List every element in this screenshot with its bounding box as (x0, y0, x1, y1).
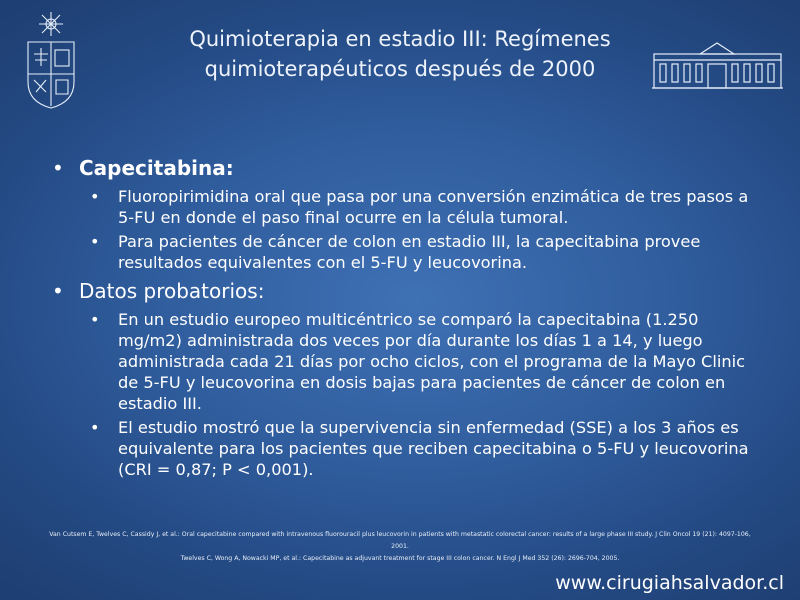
sub-bullet (52, 231, 762, 273)
reference-item: Van Cutsem E, Twelves C, Cassidy J, et al.: Oral capecitabine compared with intravenous fluorouracil plus leucovorin in patients with metastatic colorectal cancer: results of a large phase III study. J Clin Oncol 19 (21): 4097-106, 2001. (49, 531, 751, 550)
references (40, 529, 760, 565)
slide-title-line-1: Quimioterapia en estadio III: Regímenes (189, 27, 611, 51)
slide-title (150, 24, 650, 84)
sub-bullet-text: En un estudio europeo multicéntrico se comparó la capecitabina (1.250 mg/m2) administrada dos veces por día durante los días 1 a 14, y luego administrada cada 21 días por ocho ciclos, con el programa de la Mayo Clinic de 5-FU y leucovorina en dosis bajas para pacientes de cáncer de colon en estadio III. (118, 310, 745, 413)
bullet-heading: Datos probatorios: (79, 279, 265, 303)
bullet-capecitabina (52, 156, 762, 180)
sub-bullet (52, 309, 762, 414)
hospital-building-logo (650, 40, 785, 92)
sub-bullet (52, 417, 762, 480)
sub-bullet-dot: • (90, 310, 100, 329)
sub-bullet-dot: • (90, 232, 100, 251)
sub-bullet-text: El estudio mostró que la supervivencia sin enfermedad (SSE) a los 3 años es equivalente para los pacientes que reciben capecitabina o 5-FU y leucovorina (CRI = 0,87; P < 0,001). (118, 418, 749, 479)
university-crest-logo (20, 10, 82, 110)
slide-title-line-2: quimioterapéuticos después de 2000 (204, 57, 596, 81)
bullet-dot: • (52, 156, 64, 180)
sub-bullet-text: Para pacientes de cáncer de colon en estadio III, la capecitabina provee resultados equivalentes con el 5-FU y leucovorina. (118, 232, 701, 272)
bullet-datos-probatorios (52, 279, 762, 303)
sub-bullet-text: Fluoropirimidina oral que pasa por una conversión enzimática de tres pasos a 5-FU en donde el paso final ocurre en la célula tumoral. (118, 187, 749, 227)
sub-bullet-dot: • (90, 418, 100, 437)
footer-url: www.cirugiahsalvador.cl (555, 572, 784, 594)
sub-bullet (52, 186, 762, 228)
slide-content (52, 150, 762, 483)
bullet-dot: • (52, 279, 64, 303)
sub-bullet-dot: • (90, 187, 100, 206)
bullet-heading: Capecitabina: (79, 156, 234, 180)
reference-item: Twelves C, Wong A, Nowacki MP, et al.: Capecitabine as adjuvant treatment for stage III colon cancer. N Engl J Med 352 (26): 2696-704, 2005. (180, 555, 620, 562)
